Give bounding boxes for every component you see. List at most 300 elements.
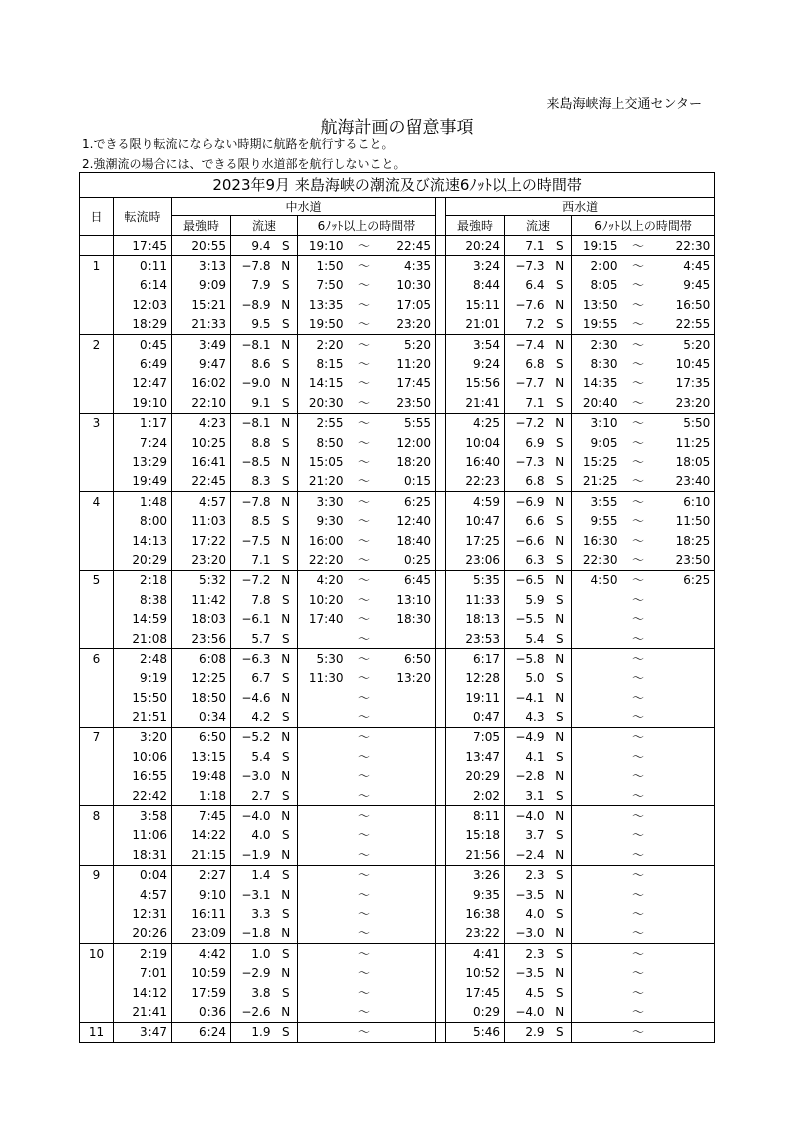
nishi-direction-cell: S: [549, 865, 572, 885]
nishi-direction-cell: N: [555, 376, 565, 391]
nishi-direction-cell: S: [555, 357, 564, 372]
naka-band-end-cell: [381, 865, 436, 885]
nishi-direction-cell: N: [555, 769, 565, 784]
day-cell: [80, 472, 114, 492]
nishi-band-start-cell: [572, 924, 622, 944]
nishi-band-tilde: ～: [631, 514, 644, 529]
nishi-max-time-cell: 9:24: [473, 357, 500, 372]
day-cell: [80, 1002, 114, 1022]
naka-band-tilde: ～: [348, 727, 381, 747]
nishi-direction-cell: N: [555, 887, 565, 902]
naka-band-start-cell: [298, 944, 348, 964]
table-row: [80, 727, 715, 747]
naka-speed-cell: −2.9: [231, 963, 275, 982]
column-gap: [436, 295, 446, 314]
nishi-band-end-cell: [655, 786, 715, 806]
day-cell: 6: [80, 649, 114, 669]
day-cell: 7: [80, 727, 114, 747]
nishi-max-time-cell: 15:56: [465, 376, 500, 391]
naka-direction-cell: N: [275, 492, 298, 512]
nishi-band-start-cell: 9:55: [572, 511, 622, 530]
naka-direction-cell: S: [275, 865, 298, 885]
table-row: [80, 590, 715, 609]
day-cell: [80, 393, 114, 413]
naka-band-end-cell: 5:55: [381, 413, 436, 433]
col-turn-header: 転流時: [114, 198, 172, 236]
nishi-band-end-cell: [655, 806, 715, 826]
column-gap: [436, 570, 446, 590]
day-cell: [80, 924, 114, 944]
column-gap: [436, 413, 446, 433]
naka-max-time-cell: 11:03: [172, 511, 231, 530]
naka-band-start-cell: 19:50: [298, 315, 348, 335]
nishi-max-time-cell: 5:46: [446, 1022, 505, 1042]
table-row: [80, 413, 715, 433]
nishi-band-start-cell: [572, 944, 622, 964]
nishi-speed-cell: 6.3: [505, 550, 549, 570]
nishi-band-end-cell: 11:25: [655, 433, 715, 452]
naka-band-tilde: ～: [357, 749, 370, 764]
table-row: [80, 276, 715, 295]
naka-max-time-cell: 16:11: [172, 904, 231, 923]
naka-direction-cell: N: [281, 926, 291, 941]
turn-time-cell: 2:18: [114, 570, 172, 590]
nishi-band-end-cell: 6:25: [655, 570, 715, 590]
column-gap: [436, 276, 446, 295]
naka-speed-cell: −2.6: [231, 1002, 275, 1022]
table-row: [80, 845, 715, 865]
nishi-max-time-cell: 2:02: [473, 788, 500, 803]
naka-band-start-cell: [298, 727, 348, 747]
nishi-max-time-cell: 10:52: [465, 966, 500, 981]
naka-max-time-cell: 0:36: [172, 1002, 231, 1022]
nishi-speed-cell: −4.0: [505, 806, 549, 826]
table-row: [80, 983, 715, 1002]
naka-band-start-cell: 22:20: [298, 550, 348, 570]
naka-direction-cell: N: [281, 376, 291, 391]
nishi-band-start-cell: [572, 963, 622, 982]
column-gap: [436, 786, 446, 806]
nishi-speed-cell: 6.9: [505, 433, 549, 452]
nishi-speed-cell: 4.3: [505, 707, 549, 727]
naka-band-start-cell: 16:00: [298, 531, 348, 550]
day-cell: 5: [80, 570, 114, 590]
naka-max-time-cell: 22:45: [172, 472, 231, 492]
nishi-band-start-cell: 2:30: [572, 334, 622, 354]
naka-band-end-cell: [381, 707, 436, 727]
header-row-1: [80, 198, 715, 216]
naka-max-time-cell: 15:21: [172, 295, 231, 314]
nishi-band-tilde: ～: [631, 906, 644, 921]
column-gap: [436, 374, 446, 393]
naka-speed-cell: −3.1: [231, 885, 275, 904]
nishi-direction-cell: N: [549, 492, 572, 512]
naka-band-tilde: ～: [357, 788, 370, 803]
nishi-max-time-cell: 13:47: [465, 749, 500, 764]
turn-time-cell: 21:08: [114, 629, 172, 649]
day-cell: [80, 590, 114, 609]
nishi-direction-cell: S: [555, 592, 564, 607]
table-row: [80, 334, 715, 354]
nishi-band-header: 6ﾉｯﾄ以上の時間帯: [572, 216, 715, 236]
naka-band-tilde: ～: [357, 906, 370, 921]
nishi-direction-cell: N: [549, 806, 572, 826]
nishi-band-tilde: ～: [622, 256, 655, 276]
naka-band-end-cell: 12:00: [396, 435, 431, 450]
nishi-band-tilde: ～: [631, 671, 644, 686]
naka-band-end-cell: [381, 963, 436, 982]
nishi-direction-cell: N: [549, 413, 572, 433]
day-cell: 4: [80, 492, 114, 512]
turn-time-cell: 7:24: [114, 433, 172, 452]
naka-band-end-cell: [381, 629, 436, 649]
nishi-max-time-cell: 4:41: [446, 944, 505, 964]
nishi-band-tilde: ～: [631, 749, 644, 764]
table-row: [80, 767, 715, 786]
nishi-direction-cell: N: [555, 1004, 565, 1019]
naka-band-end-cell: 4:35: [381, 256, 436, 276]
turn-time-cell: 20:29: [114, 550, 172, 570]
day-cell: [80, 707, 114, 727]
column-gap: [436, 806, 446, 826]
column-gap: [436, 904, 446, 923]
day-cell: 3: [80, 413, 114, 433]
naka-speed-cell: −7.8: [231, 492, 275, 512]
naka-direction-cell: N: [275, 334, 298, 354]
column-gap: [436, 334, 446, 354]
naka-speed-cell: 7.9: [231, 276, 275, 295]
table-row: [80, 550, 715, 570]
nishi-band-start-cell: 20:40: [572, 393, 622, 413]
nishi-max-time-cell: 4:59: [446, 492, 505, 512]
nishi-speed-cell: −7.2: [505, 413, 549, 433]
nishi-band-tilde: ～: [622, 1022, 655, 1042]
table-row: [80, 570, 715, 590]
naka-direction-cell: N: [281, 612, 291, 627]
turn-time-cell: 19:10: [114, 393, 172, 413]
nishi-band-start-cell: [572, 629, 622, 649]
turn-time-cell: 12:31: [114, 904, 172, 923]
naka-speed-cell: −7.2: [231, 570, 275, 590]
naka-band-tilde: ～: [357, 592, 370, 607]
nishi-speed-cell: −3.5: [505, 963, 549, 982]
nishi-band-end-cell: 5:20: [655, 334, 715, 354]
naka-max-time-cell: 6:50: [172, 727, 231, 747]
turn-time-cell: 21:51: [114, 707, 172, 727]
naka-speed-cell: −5.2: [231, 727, 275, 747]
naka-band-start-cell: [298, 747, 348, 766]
nishi-speed-cell: −3.5: [505, 885, 549, 904]
nishi-band-tilde: ～: [622, 865, 655, 885]
table-row: [80, 492, 715, 512]
nishi-speed-cell: 5.4: [505, 629, 549, 649]
nishi-band-start-cell: [572, 727, 622, 747]
nishi-band-end-cell: [655, 983, 715, 1002]
naka-direction-cell: S: [281, 592, 290, 607]
naka-band-tilde: ～: [357, 435, 370, 450]
nishi-direction-cell: N: [555, 926, 565, 941]
naka-max-header: 最強時: [172, 216, 231, 236]
nishi-band-tilde: ～: [631, 1004, 644, 1019]
nishi-band-tilde: ～: [622, 944, 655, 964]
naka-band-end-cell: [381, 826, 436, 845]
naka-speed-cell: 1.0: [231, 944, 275, 964]
column-gap: [436, 845, 446, 865]
naka-band-start-cell: 9:30: [298, 511, 348, 530]
naka-max-time-cell: 16:02: [172, 374, 231, 393]
nishi-band-tilde: ～: [631, 710, 644, 725]
naka-band-start-cell: 13:35: [298, 295, 348, 314]
turn-time-cell: 0:04: [114, 865, 172, 885]
turn-time-cell: 11:06: [114, 826, 172, 845]
naka-band-start-cell: 10:20: [298, 590, 348, 609]
naka-band-tilde: ～: [348, 806, 381, 826]
nishi-band-start-cell: [572, 1022, 622, 1042]
nishi-suido-header: 西水道: [446, 198, 715, 216]
turn-time-cell: 3:20: [114, 727, 172, 747]
nishi-speed-cell: −2.4: [505, 845, 549, 865]
nishi-speed-cell: −7.3: [505, 256, 549, 276]
nishi-band-start-cell: [572, 904, 622, 923]
naka-max-time-cell: 9:47: [172, 354, 231, 373]
nishi-band-end-cell: [655, 669, 715, 688]
nishi-max-time-cell: 20:29: [465, 769, 500, 784]
naka-band-tilde: ～: [357, 847, 370, 862]
nishi-band-tilde: ～: [622, 806, 655, 826]
naka-band-tilde: ～: [357, 454, 370, 469]
table-row: [80, 944, 715, 964]
nishi-band-start-cell: 3:10: [572, 413, 622, 433]
nishi-speed-cell: 4.0: [505, 904, 549, 923]
nishi-band-end-cell: 17:35: [655, 374, 715, 393]
turn-time-cell: 18:29: [114, 315, 172, 335]
turn-time-cell: 22:42: [114, 786, 172, 806]
nishi-direction-cell: S: [555, 317, 564, 332]
nishi-speed-cell: −7.4: [505, 334, 549, 354]
naka-band-end-cell: [381, 944, 436, 964]
table-row: [80, 531, 715, 550]
naka-band-start-cell: 21:20: [298, 472, 348, 492]
column-gap: [436, 826, 446, 845]
naka-band-end-cell: [381, 1022, 436, 1042]
turn-time-cell: 10:06: [114, 747, 172, 766]
naka-band-tilde: ～: [348, 649, 381, 669]
day-cell: [80, 963, 114, 982]
nishi-max-time-cell: 12:28: [465, 671, 500, 686]
naka-band-tilde: ～: [357, 769, 370, 784]
naka-band-tilde: ～: [357, 278, 370, 293]
note-1: 1.できる限り転流にならない時期に航路を航行すること。: [82, 137, 394, 151]
column-gap: [436, 629, 446, 649]
nishi-band-end-cell: 23:20: [655, 393, 715, 413]
naka-speed-cell: −7.8: [231, 256, 275, 276]
turn-time-cell: 4:57: [114, 885, 172, 904]
nishi-speed-cell: −6.9: [505, 492, 549, 512]
nishi-speed-cell: 3.1: [505, 786, 549, 806]
nishi-band-end-cell: [655, 707, 715, 727]
nishi-band-end-cell: [655, 1022, 715, 1042]
naka-band-end-cell: 6:45: [381, 570, 436, 590]
turn-time-cell: 8:38: [114, 590, 172, 609]
nishi-speed-header: 流速: [505, 216, 572, 236]
naka-speed-cell: 8.3: [231, 472, 275, 492]
turn-time-cell: 16:55: [114, 767, 172, 786]
day-cell: [80, 767, 114, 786]
nishi-max-time-cell: 0:29: [473, 1004, 500, 1019]
table-row: [80, 688, 715, 707]
nishi-band-start-cell: [572, 688, 622, 707]
nishi-band-end-cell: [655, 885, 715, 904]
nishi-direction-cell: N: [555, 612, 565, 627]
nishi-max-time-cell: 8:11: [446, 806, 505, 826]
nishi-band-tilde: ～: [631, 966, 644, 981]
nishi-band-start-cell: 22:30: [572, 550, 622, 570]
naka-max-time-cell: 21:33: [172, 315, 231, 335]
nishi-speed-cell: −4.1: [505, 688, 549, 707]
nishi-band-tilde: ～: [631, 592, 644, 607]
nishi-max-header: 最強時: [446, 216, 505, 236]
naka-direction-cell: N: [281, 533, 291, 548]
table-row: [80, 904, 715, 923]
nishi-band-start-cell: 3:55: [572, 492, 622, 512]
table-row: [80, 669, 715, 688]
nishi-band-start-cell: [572, 707, 622, 727]
table-row: [80, 256, 715, 276]
nishi-max-time-cell: 10:04: [465, 435, 500, 450]
nishi-band-end-cell: [655, 727, 715, 747]
turn-time-cell: 7:01: [114, 963, 172, 982]
naka-band-end-cell: [381, 786, 436, 806]
naka-direction-cell: N: [281, 454, 291, 469]
nishi-band-end-cell: 18:25: [655, 531, 715, 550]
naka-band-end-cell: 5:20: [381, 334, 436, 354]
table-row: [80, 806, 715, 826]
turn-time-cell: 8:00: [114, 511, 172, 530]
nishi-band-tilde: ～: [631, 631, 644, 646]
naka-band-start-cell: [298, 865, 348, 885]
table-row: [80, 629, 715, 649]
naka-band-tilde: ～: [348, 492, 381, 512]
nishi-speed-cell: −6.5: [505, 570, 549, 590]
turn-time-cell: 3:47: [114, 1022, 172, 1042]
column-gap: [436, 236, 446, 256]
naka-band-start-cell: [298, 826, 348, 845]
nishi-band-start-cell: [572, 806, 622, 826]
naka-direction-cell: N: [281, 769, 291, 784]
column-gap: [436, 433, 446, 452]
organization-name: 来島海峡海上交通センター: [546, 97, 702, 112]
nishi-band-start-cell: 8:30: [572, 354, 622, 373]
naka-band-end-cell: 18:30: [396, 612, 431, 627]
column-gap: [436, 727, 446, 747]
nishi-speed-cell: −7.6: [505, 295, 549, 314]
naka-direction-cell: N: [275, 256, 298, 276]
nishi-speed-cell: 6.4: [505, 276, 549, 295]
naka-max-time-cell: 17:22: [172, 531, 231, 550]
day-cell: [80, 315, 114, 335]
table-row: [80, 963, 715, 982]
naka-band-tilde: ～: [357, 671, 370, 686]
nishi-band-tilde: ～: [622, 492, 655, 512]
day-cell: [80, 845, 114, 865]
naka-band-tilde: ～: [348, 256, 381, 276]
naka-band-start-cell: 8:15: [298, 354, 348, 373]
naka-band-tilde: ～: [348, 865, 381, 885]
nishi-direction-cell: S: [555, 278, 564, 293]
naka-band-start-cell: 17:40: [298, 609, 348, 628]
nishi-band-end-cell: 11:50: [655, 511, 715, 530]
turn-time-cell: 1:17: [114, 413, 172, 433]
nishi-max-time-cell: 19:11: [465, 690, 500, 705]
nishi-direction-cell: S: [555, 749, 564, 764]
naka-band-end-cell: [381, 904, 436, 923]
nishi-band-end-cell: [655, 1002, 715, 1022]
nishi-band-end-cell: [655, 963, 715, 982]
nishi-band-start-cell: [572, 885, 622, 904]
table-row: [80, 826, 715, 845]
column-gap: [436, 590, 446, 609]
nishi-band-tilde: ～: [631, 238, 644, 253]
nishi-band-start-cell: 15:25: [572, 452, 622, 471]
nishi-speed-cell: −7.3: [505, 452, 549, 471]
naka-band-end-cell: 0:15: [404, 474, 431, 489]
column-gap: [436, 669, 446, 688]
nishi-band-tilde: ～: [622, 334, 655, 354]
nishi-max-time-cell: 5:35: [446, 570, 505, 590]
naka-max-time-cell: 23:20: [172, 550, 231, 570]
nishi-band-tilde: ～: [622, 649, 655, 669]
naka-speed-cell: 9.4: [231, 236, 275, 256]
naka-band-end-cell: [381, 767, 436, 786]
naka-direction-cell: N: [281, 966, 291, 981]
naka-max-time-cell: 3:13: [172, 256, 231, 276]
naka-max-time-cell: 21:15: [172, 845, 231, 865]
turn-time-cell: 2:19: [114, 944, 172, 964]
column-gap: [436, 944, 446, 964]
naka-band-tilde: ～: [348, 570, 381, 590]
naka-max-time-cell: 3:49: [172, 334, 231, 354]
column-gap: [436, 609, 446, 628]
nishi-speed-cell: 5.9: [505, 590, 549, 609]
nishi-direction-cell: S: [555, 435, 564, 450]
naka-band-tilde: ～: [357, 552, 370, 567]
nishi-speed-cell: −4.9: [505, 727, 549, 747]
naka-band-header: 6ﾉｯﾄ以上の時間帯: [298, 216, 436, 236]
naka-band-end-cell: 12:40: [396, 514, 431, 529]
column-gap: [436, 983, 446, 1002]
naka-speed-cell: 4.0: [231, 826, 275, 845]
naka-speed-cell: 3.3: [231, 904, 275, 923]
nishi-max-time-cell: 17:25: [465, 533, 500, 548]
naka-band-end-cell: 18:20: [396, 454, 431, 469]
naka-band-end-cell: 17:05: [396, 297, 431, 312]
turn-time-cell: 14:12: [114, 983, 172, 1002]
naka-direction-cell: S: [281, 710, 290, 725]
naka-direction-cell: S: [281, 317, 290, 332]
naka-band-start-cell: [298, 885, 348, 904]
naka-direction-cell: N: [275, 727, 298, 747]
naka-band-tilde: ～: [357, 1004, 370, 1019]
nishi-direction-cell: S: [549, 944, 572, 964]
day-cell: 1: [80, 256, 114, 276]
naka-direction-cell: N: [281, 1004, 291, 1019]
nishi-band-start-cell: [572, 845, 622, 865]
naka-direction-cell: N: [275, 649, 298, 669]
naka-speed-cell: −8.5: [231, 452, 275, 471]
naka-speed-cell: −4.6: [231, 688, 275, 707]
naka-direction-cell: N: [281, 690, 291, 705]
naka-direction-cell: S: [281, 985, 290, 1000]
